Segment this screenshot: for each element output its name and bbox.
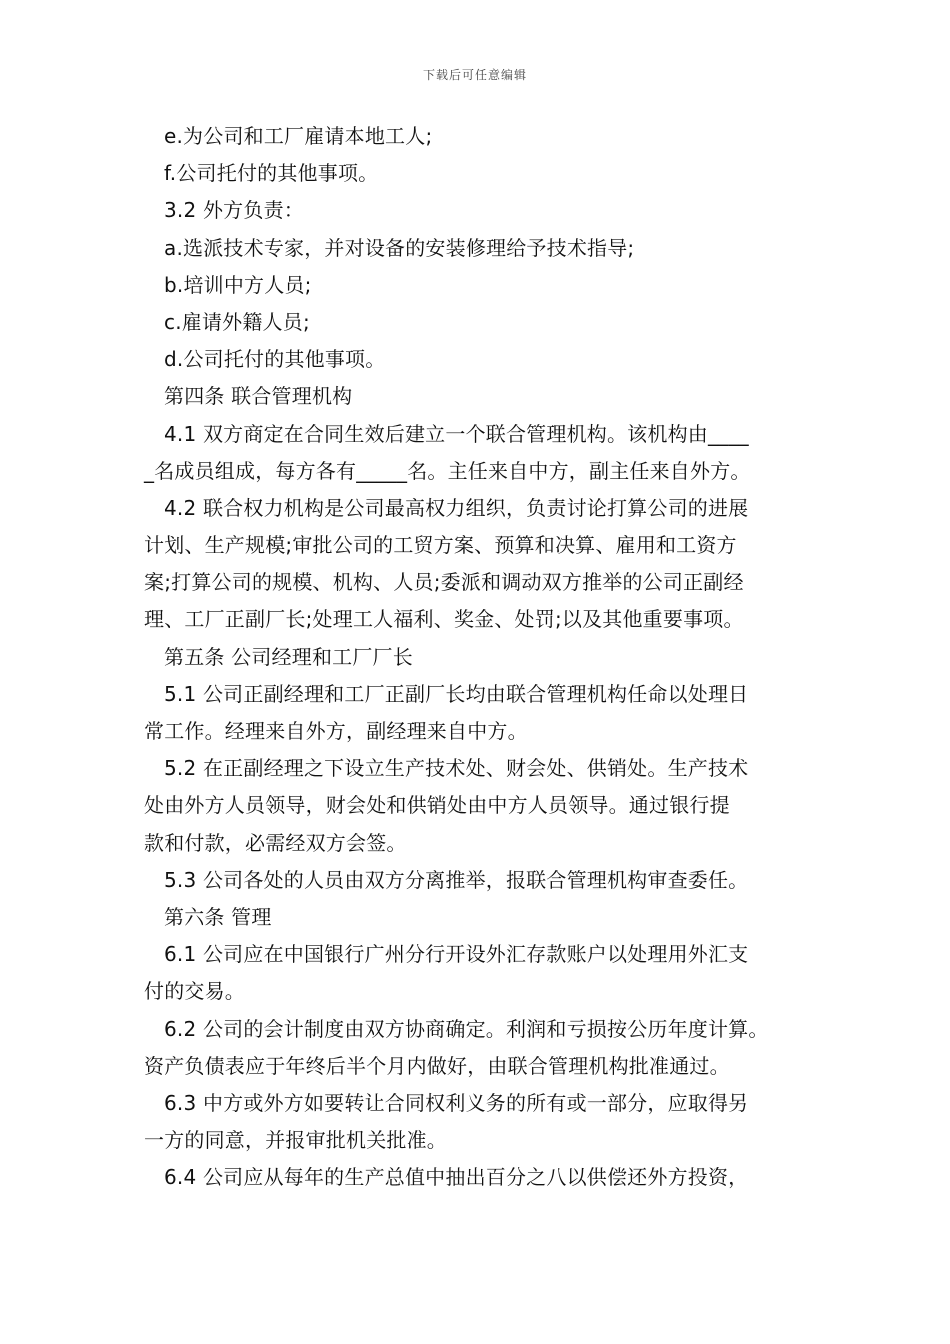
text-line: 一方的同意，并报审批机关批准。	[144, 1128, 447, 1153]
text-line: f.公司托付的其他事项。	[164, 161, 379, 186]
text-line: 第五条 公司经理和工厂厂长	[164, 644, 413, 669]
text-line: 6.2 公司的会计制度由双方协商确定。利润和亏损按公历年度计算。	[164, 1016, 769, 1041]
text-line: 4.1 双方商定在合同生效后建立一个联合管理机构。该机构由____	[164, 421, 749, 446]
text-line: 资产负债表应于年终后半个月内做好，由联合管理机构批准通过。	[144, 1053, 730, 1078]
text-line: 处由外方人员领导，财会处和供销处由中方人员领导。通过银行提	[144, 793, 730, 818]
text-line: 5.3 公司各处的人员由双方分离推举，报联合管理机构审查委任。	[164, 867, 749, 892]
text-line: b.培训中方人员;	[164, 272, 312, 297]
text-line: 6.1 公司应在中国银行广州分行开设外汇存款账户以处理用外汇支	[164, 942, 749, 967]
text-line: 6.4 公司应从每年的生产总值中抽出百分之八以供偿还外方投资，	[164, 1165, 749, 1190]
text-line: e.为公司和工厂雇请本地工人;	[164, 124, 433, 148]
text-line: 3.2 外方负责：	[164, 198, 304, 223]
text-line: 计划、生产规模;审批公司的工贸方案、预算和决算、雇用和工资方	[144, 533, 737, 558]
text-line: a.选派技术专家，并对设备的安装修理给予技术指导;	[164, 235, 635, 260]
text-line: 案;打算公司的规模、机构、人员;委派和调动双方推举的公司正副经	[144, 570, 744, 595]
text-line: 6.3 中方或外方如要转让合同权利义务的所有或一部分，应取得另	[164, 1090, 749, 1115]
text-line: _名成员组成，每方各有_____名。主任来自中方，副主任来自外方。	[144, 458, 751, 483]
text-line: c.雇请外籍人员;	[164, 309, 310, 334]
text-line: 付的交易。	[144, 979, 245, 1004]
text-line: 常工作。经理来自外方，副经理来自中方。	[144, 719, 528, 743]
text-line: 5.2 在正副经理之下设立生产技术处、财会处、供销处。生产技术	[164, 756, 749, 781]
text-line: 理、工厂正副厂长;处理工人福利、奖金、处罚;以及其他重要事项。	[144, 607, 744, 632]
document-body	[144, 118, 810, 1196]
text-line: 第四条 联合管理机构	[164, 384, 353, 409]
text-line: 4.2 联合权力机构是公司最高权力组织，负责讨论打算公司的进展	[164, 495, 749, 520]
text-line: d.公司托付的其他事项。	[164, 347, 386, 372]
text-line: 5.1 公司正副经理和工厂正副厂长均由联合管理机构任命以处理日	[164, 681, 749, 706]
page-header: 下载后可任意编辑	[422, 68, 527, 82]
text-line: 第六条 管理	[164, 904, 272, 929]
text-line: 款和付款，必需经双方会签。	[144, 830, 407, 855]
